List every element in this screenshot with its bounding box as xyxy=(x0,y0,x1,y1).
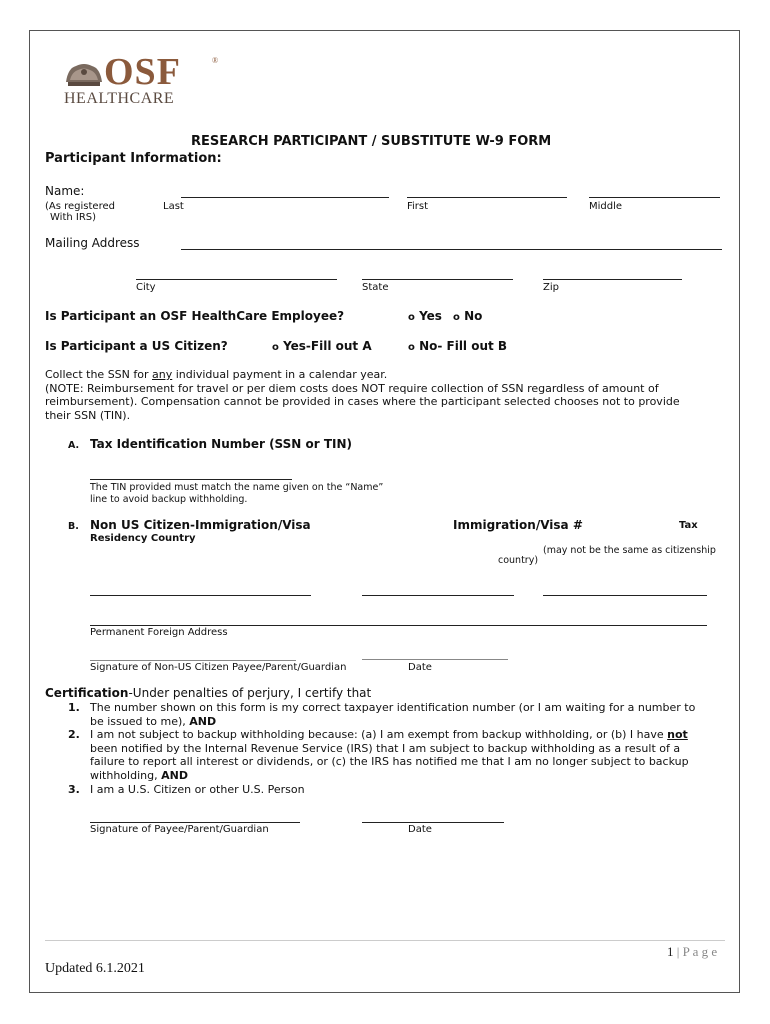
employee-yes-label: Yes xyxy=(419,309,442,323)
state-label: State xyxy=(362,282,389,293)
payee-signature-label: Signature of Payee/Parent/Guardian xyxy=(90,824,269,835)
citizen-yes-option[interactable] xyxy=(272,339,372,353)
payee-signature-field[interactable] xyxy=(90,822,300,823)
citizen-no-label: No- Fill out B xyxy=(419,339,508,353)
item2-line1: I am not subject to backup withholding because: (a) I am exempt from backup withholding, or (b) I have xyxy=(90,728,668,742)
may-not-note-line1: (may not be the same as citizenship xyxy=(543,545,716,556)
section-a-letter: A. xyxy=(68,440,80,451)
certification-intro: -Under penalties of perjury, I certify that xyxy=(128,686,372,700)
foreign-address-field[interactable] xyxy=(90,625,707,626)
mailing-label: Mailing Address xyxy=(45,236,140,250)
radio-icon: o xyxy=(408,342,415,353)
participant-heading: Participant Information: xyxy=(45,151,222,166)
ssn-note-prefix: Collect the SSN for xyxy=(45,368,153,381)
item1-line2: be issued to me), xyxy=(90,714,190,728)
certification-title: Certification xyxy=(45,686,129,700)
non-us-date-field[interactable] xyxy=(362,659,508,660)
page-num: 1 xyxy=(667,944,674,959)
city-label: City xyxy=(136,282,156,293)
citizen-no-option[interactable] xyxy=(408,339,507,353)
section-b-letter: B. xyxy=(68,521,79,532)
non-us-signature-field[interactable] xyxy=(90,660,296,661)
osf-crest-icon xyxy=(64,60,104,90)
ssn-note-suffix: individual payment in a calendar year. xyxy=(172,368,388,381)
form-title: RESEARCH PARTICIPANT / SUBSTITUTE W-9 FORM xyxy=(191,134,552,149)
certification-list xyxy=(68,701,728,796)
foreign-address-label: Permanent Foreign Address xyxy=(90,627,228,638)
footer-divider xyxy=(45,940,725,941)
item2-line4: withholding, xyxy=(90,768,162,782)
citizen-yes-label: Yes-Fill out A xyxy=(283,339,372,353)
payee-date-field[interactable] xyxy=(362,822,504,823)
ssn-note-line2: (NOTE: Reimbursement for travel or per diem costs does NOT require collection of SSN regardless of amount of xyxy=(45,381,659,395)
item1-line1: The number shown on this form is my correct taxpayer identification number (or I am waiting for a number to xyxy=(90,701,696,714)
page-word: P a g e xyxy=(682,944,718,959)
section-a-title: Tax Identification Number (SSN or TIN) xyxy=(90,437,353,451)
tin-field[interactable] xyxy=(90,479,292,480)
item2-not: not xyxy=(667,728,688,742)
payee-date-label: Date xyxy=(408,824,432,835)
page-number xyxy=(667,944,717,960)
ssn-note-line3: reimbursement). Compensation cannot be provided in cases where the participant selected chooses not to provide xyxy=(45,395,680,409)
immigration-visa-field[interactable] xyxy=(362,595,514,596)
logo-sub: HEALTHCARE xyxy=(64,90,175,107)
city-field[interactable] xyxy=(136,279,337,280)
name-label: Name: xyxy=(45,184,85,198)
item3-text: I am a U.S. Citizen or other U.S. Person xyxy=(90,782,305,796)
last-name-field[interactable] xyxy=(181,197,389,198)
tax-label: Tax xyxy=(679,520,698,531)
item2-line2: been notified by the Internal Revenue Service (IRS) that I am subject to backup withholding as a result of a xyxy=(90,741,681,755)
employee-yes-option[interactable] xyxy=(408,309,442,323)
form-page xyxy=(29,30,740,993)
zip-label: Zip xyxy=(543,282,559,293)
first-name-field[interactable] xyxy=(407,197,567,198)
tin-note-line2: line to avoid backup withholding. xyxy=(90,494,248,505)
logo-brand: OSF xyxy=(104,51,181,93)
tax-residency-field[interactable] xyxy=(543,595,707,596)
item2-and: AND xyxy=(161,768,188,782)
item1-number: 1. xyxy=(68,701,80,714)
logo-tm: ® xyxy=(212,56,219,65)
immigration-visa-label: Immigration/Visa # xyxy=(453,518,583,532)
non-us-signature-label: Signature of Non-US Citizen Payee/Parent/Guardian xyxy=(90,662,347,673)
middle-name-field[interactable] xyxy=(589,197,720,198)
middle-label: Middle xyxy=(589,201,623,212)
mailing-address-field[interactable] xyxy=(181,249,722,250)
state-field[interactable] xyxy=(362,279,513,280)
employee-question: Is Participant an OSF HealthCare Employee? xyxy=(45,309,345,323)
employee-no-label: No xyxy=(464,309,483,323)
first-label: First xyxy=(407,201,429,212)
zip-field[interactable] xyxy=(543,279,682,280)
updated-date: Updated 6.1.2021 xyxy=(45,961,145,976)
ssn-note-line4: their SSN (TIN). xyxy=(45,408,131,422)
name-note-line2: With IRS) xyxy=(50,212,97,223)
may-not-note-line2: country) xyxy=(498,555,539,566)
employee-no-option[interactable] xyxy=(453,309,482,323)
residency-country-label: Residency Country xyxy=(90,533,196,544)
tin-note-line1: The TIN provided must match the name given on the “Name” xyxy=(90,482,384,493)
page-sep: | xyxy=(673,944,683,959)
last-label: Last xyxy=(163,201,184,212)
citizen-question: Is Participant a US Citizen? xyxy=(45,339,228,353)
item2-number: 2. xyxy=(68,728,80,742)
section-b-title: Non US Citizen-Immigration/Visa xyxy=(90,518,311,532)
radio-icon: o xyxy=(453,312,460,323)
ssn-note xyxy=(45,368,725,422)
item2-line3: failure to report all interest or dividends, or (c) the IRS has notified me that I am no longer subject to backup xyxy=(90,755,689,769)
name-note-line1: (As registered xyxy=(45,201,115,212)
radio-icon: o xyxy=(408,312,415,323)
item3-number: 3. xyxy=(68,782,80,796)
non-us-date-label: Date xyxy=(408,662,432,673)
item1-and: AND xyxy=(189,714,217,728)
radio-icon: o xyxy=(272,342,279,353)
ssn-note-any: any xyxy=(152,368,173,381)
residency-country-field[interactable] xyxy=(90,595,311,596)
certification-heading xyxy=(45,686,371,700)
osf-logo xyxy=(64,51,219,110)
